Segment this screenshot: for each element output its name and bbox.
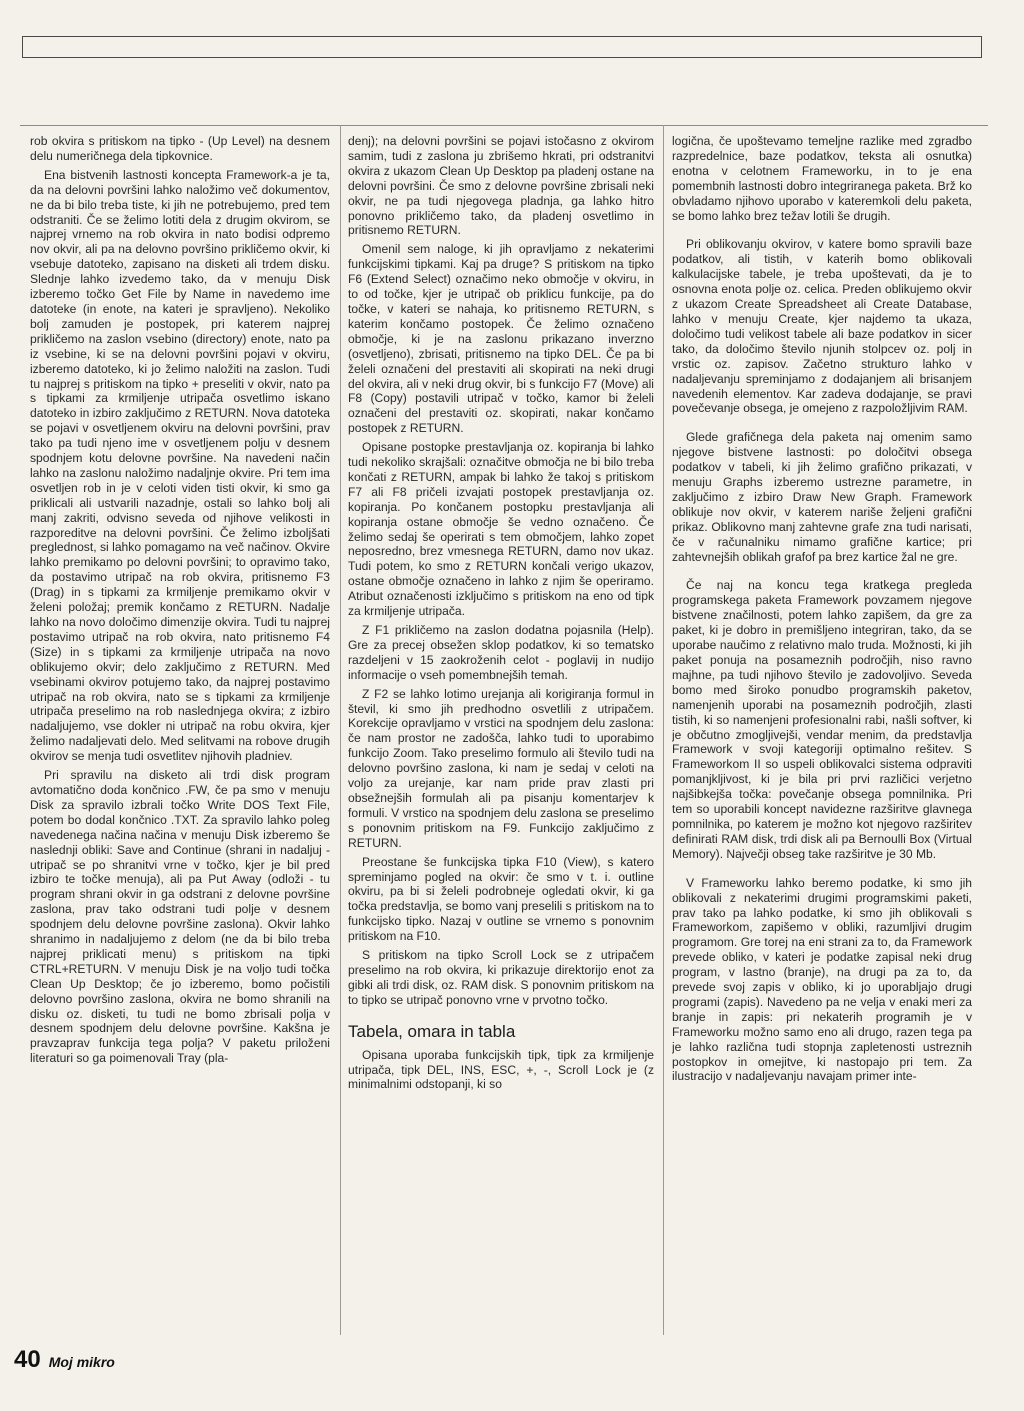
column-middle [348, 134, 654, 1339]
paragraph: Z F1 prikličemo na zaslon dodatna pojasnila (Help). Gre za precej obsežen sklop podatkov, ki so tematsko razdeljeni v 15 zaokroženih celot - poglavij in nudijo informacije o vseh pomembnejših temah. [348, 623, 654, 682]
paragraph: Opisana uporaba funkcijskih tipk, tipk za krmiljenje utripača, tipk DEL, INS, ESC, +, -, Scroll Lock je (z minimalnimi odstopanji, ki so [348, 1047, 654, 1092]
column-divider [340, 125, 341, 1335]
paragraph: Omenil sem naloge, ki jih opravljamo z nekaterimi funkcijskimi tipkami. Kaj pa druge? S pritiskom na tipko F6 (Extend Select) označimo neko območje v okviru, in to od točke, kjer je utripač ob priklicu funkcije, pa do točke, v kateri se nahaja, ko pritisnemo RETURN, s katerim končamo postopek. Če želimo označeno območje, ki je na zaslonu prikazano inverzno (osvetljeno), zbrisati, pritisnemo na tipko DEL. Če pa bi želeli označeni del prestaviti ali skopirati na neki drugi del okvira, ali v neki drug okvir, bi s funkcijo F7 (Move) ali F8 (Copy) postavili utripač v točko, kamor bi želeli označeni del prestaviti oz. skopirati, nakar končamo postopek z RETURN. [348, 242, 654, 436]
paragraph: Opisane postopke prestavljanja oz. kopiranja bi lahko tudi nekoliko skrajšali: označitve območja ne bi bilo treba končati z RETURN, ampak bi lahko že takoj s pritiskom F7 ali F8 pričeli izvajati postopek prestavljanja oz. kopiranja. Po končanem postopku prestavljanja ali kopiranja ostane območje še vedno označeno. Če želimo sedaj še operirati s tem območjem, lahko zopet neposredno, brez vmesnega RETURN, damo nov ukaz. Tudi potem, ko smo z RETURN končali verigo ukazov, ostane območje označeno in lahko z njim še operiramo. Atribut označenosti izključimo s pritiskom na eno od tipk za krmiljenje utripača. [348, 440, 654, 619]
page-number: 40 [14, 1346, 41, 1373]
paragraph: Glede grafičnega dela paketa naj omenim samo njegove bistvene lastnosti: po določitvi obsega podatkov v tabeli, ki jih želimo grafično prikazati, v menuju Graphs izberemo ustrezne parametre, in zaključimo z izbiro Draw New Graph. Framework oblikuje nov okvir, v katerem nariše željeni grafični prikaz. Oblikovno manj zahtevne grafe zna tudi narisati, če v računalniku nimamo grafične kartice; pri zahtevnejših oblikah grafof pa brez kartice žal ne gre. [672, 430, 972, 564]
paragraph: logična, če upoštevamo temeljne razlike med zgradbo razpredelnice, baze podatkov, teksta ali osnutka) enotna v celotnem Frameworku, in to je ena pomembnih lastnosti dobro integriranega paketa. Brž ko obvladamo njihovo uporabo v kateremkoli delu paketa, se bomo lahko brez težav lotili še drugih. [672, 134, 972, 223]
column-divider [663, 125, 664, 1335]
section-heading: Tabela, omara in tabla [348, 1021, 516, 1041]
paragraph: V Frameworku lahko beremo podatke, ki smo jih oblikovali z nekaterimi drugimi programskimi paketi, prav tako pa lahko podatke, ki smo jih oblikovali s Frameworkom, zapišemo v obliki, razumljivi drugim programom. Gre torej na eni strani za to, da Framework prevede obliko, v kateri je podatke zapisal neki drug program, v lastno (branje), na drugi pa za to, da prevede svoj zapis v obliko, ki jo uporabljajo drugi programi (zapis). Navedeno pa ne velja v enaki meri za branje in zapis: pri nekaterih programih je v Frameworku možno samo eno ali drugo, razen tega pa je lahko različna tudi stopnja zapletenosti ustreznih postopkov in omejitve, ki nastopajo pri tem. Za ilustracijo v nadaljevanju navajam primer inte- [672, 875, 972, 1084]
paragraph: Če naj na koncu tega kratkega pregleda programskega paketa Framework povzamem njegove bistvene značilnosti, potem lahko zapišem, da gre za paket, ki je dobro in premišljeno integriran, tako, da se uporabe naučimo z relativno malo truda. Možnosti, ki jih paket ponuja na posameznih področjih, niso ravno majhne, pa tudi njihovo število je zadovoljivo. Seveda bomo med široko ponudbo programskih paketov, namenjenih uporabi na posameznih področjih, zlasti tistih, ki so namenjeni profesionalni rabi, našli softver, ki je občutno zmogljivejši, vendar menim, da predstavlja Framework v svoji kategoriji optimalno rešitev. S Frameworkom II so uspeli oblikovalci sistema odpraviti pomanjkljivost, ki je bila pri prvi različici verjetno najšibkejša točka: povečanje obsega pomnilnika. Pri tem so uporabili koncept navidezne razširitve glavnega pomnilnika, po katerem je možno kot njegovo razširitev definirati RAM disk, trdi disk ali pa Bernoulli Box (Virtual Memory). Največji obseg take razširitve je 30 Mb. [672, 578, 972, 861]
paragraph: Z F2 se lahko lotimo urejanja ali korigiranja formul in števil, ki smo jih predhodno osvetlili z utripačem. Korekcije opravljamo v vrstici na spodnjem delu zaslona: če nam prostor ne zadošča, lahko tudi to uporabimo funkcijo Zoom. Tako preselimo formulo ali število tudi na delovno površino zaslona, ki nam je sedaj v celoti na voljo za urejanje, kar nam pride prav zlasti pri obsežnejših formulah ali pa pisanju komentarjev k formuli. V vrstico na spodnjem delu zaslona se preselimo s ponovnim pritiskom na F9. Funkcijo zaključimo z RETURN. [348, 686, 654, 850]
page-footer [14, 1346, 115, 1374]
paragraph: Pri oblikovanju okvirov, v katere bomo spravili baze podatkov, ali tistih, v katerih bomo oblikovali kalkulacijske tabele, je treba upoštevati, da je to osnovna enota polje oz. celica. Preden oblikujemo okvir z ukazom Create Spreadsheet ali Create Database, lahko v menuju Create, kjer najdemo ta ukaza, določimo tudi velikost tabele ali baze podatkov in sicer tako, da določimo število njunih stolpcev oz. polj in vrstic oz. zapisov. Začetno strukturo lahko v nadaljevanju spreminjamo z dodajanjem ali brisanjem navedenih elementov. Kar zadeva dodajanje, se pravi povečevanje obsega, je omejeno z razpoložljivim RAM. [672, 237, 972, 416]
paragraph: Preostane še funkcijska tipka F10 (View), s katero spreminjamo pogled na okvir: če smo v t. i. outline okviru, pa bi si želeli podrobneje ogledati okvir, ki ga točka predstavlja, se bomo vanj preselili s pritiskom na to funkcijsko tipko. Nazaj v outline se vrnemo s ponovnim pritiskom na F10. [348, 854, 654, 944]
paragraph: denj); na delovni površini se pojavi istočasno z okvirom samim, tudi z zaslona ju zbrišemo hkrati, pri odstranitvi okvira z ukazom Clean Up Desktop pa pladenj ostane na delovni površini. Če smo z delovne površine zbrisali neki okvir, ne pa tudi njegovega pladnja, ga lahko hitro ponovno prikličemo tako, da pladenj osvetlimo in pritisnemo RETURN. [348, 134, 654, 238]
paragraph: Pri spravilu na disketo ali trdi disk program avtomatično doda končnico .FW, če pa smo v menuju Disk za spravilo izbrali točko Write DOS Text File, potem bo dodal končnico .TXT. Za spravilo lahko poleg navedenega načina načina v menuju Disk izberemo še naslednji obliki: Save and Continue (shrani in nadaljuj - utripač se po shranitvi vrne v točko, kjer je bil pred izbiro te točke menuja), ali pa Put Away (odloži - tu program shrani okvir in ga odstrani z delovne površine zaslona, prav tako odstrani tudi polje v desnem spodnjem delu delovne površine zaslona). Okvir lahko shranimo in nadaljujemo z delom (ne da bi bilo treba najprej priklicati menu) s pritiskom na tipki CTRL+RETURN. V menuju Disk je na voljo tudi točka Clean Up Desktop; če jo izberemo, bomo počistili delovno površino zaslona, okvira ne bomo shranili na disku oz. disketi, tu tudi ne bomo zbrisali polja v desnem spodnjem delu delovne površine. Kakšna je pravzaprav funkcija tega polja? V paketu priloženi literaturi so ga poimenovali Tray (pla- [30, 768, 330, 1066]
paragraph: S pritiskom na tipko Scroll Lock se z utripačem preselimo na rob okvira, ki prikazuje direktorijo enot za gibki ali trdi disk, oz. RAM disk. S ponovnim pritiskom na to tipko se utripač ponovno vrne v prvotno točko. [348, 948, 654, 1007]
top-rule [20, 125, 988, 126]
paragraph: rob okvira s pritiskom na tipko - (Up Level) na desnem delu numeričnega dela tipkovnice. [30, 134, 330, 163]
paragraph: Ena bistvenih lastnosti koncepta Framework-a je ta, da na delovni površini lahko naložimo več dokumentov, ne da bi bilo treba tiste, ki jih ne potrebujemo, pred tem odstraniti. Če se želimo lotiti dela z drugim okvirom, se najprej vrnemo na rob okvira in nato bodisi odpremo nov okvir, ali pa na delovno površino prikličemo okvir, ki vsebuje datoteko, zapisano na disketi ali trdem disku. Slednje lahko izvedemo tako, da v menuju Disk izberemo točko Get File by Name in navedemo ime datoteke (in enote, na kateri je spravljeno). Nekoliko bolj zamuden je postopek, pri katerem najprej prikličemo na zaslon vsebino (directory) enote, nato pa iz vsebine, ki se na delovni površini pojavi v okviru, izberemo datoteko, ki jo želimo naložiti na zaslon. Tudi tu najprej s pritiskom na tipko + preseliti v okvir, nato pa s tipkami za krmiljenje utripača osvetlimo iskano datoteko in izbiro zaključimo z RETURN. Nova datoteka se pojavi v osvetljenem okviru na delovni površini, prav tako pa tudi njeno ime v osvetljenem polju v desnem spodnjem kotu delovne površine. Na navedeni način lahko na zaslonu naložimo nadaljnje okvire. Pri tem ima osvetljen rob in je v celoti viden tisti okvir, ki smo ga priklicali ali ustvarili nazadnje, ostali so lahko bolj ali manj zakriti, odvisno seveda od njihove velikosti in razporeditve na delovni površini. Če želimo izboljšati preglednost, si lahko pomagamo na več načinov. Okvire lahko premikamo po delovni površini; to opravimo tako, da postavimo utripač na rob okvira, pritisnemo F3 (Drag) in s tipkami za krmiljenje premikamo okvir v želeni položaj; premik končamo z RETURN. Nadalje lahko na novo določimo dimenzije okvira. Tudi tu najprej postavimo utripač na rob okvira, nato pritisnemo F4 (Size) in s tipkami za krmiljenje utripača na novo oblikujemo okvir; delo zaključimo z RETURN. Med vsebinami okvirov potujemo tako, da najprej postavimo utripač na rob okvira, nato se s tipkami za krmiljenje utripača preselimo na rob naslednjega okvira; z izbiro nadaljujemo, vse dokler ni utripač na robu okvira, kjer želimo nadaljevati delo. Med selitvami na robove drugih okvirov se menja tudi osvetlitev njihovih pladniev. [30, 167, 330, 764]
column-right [672, 134, 972, 1339]
header-frame [22, 36, 982, 58]
magazine-name: Moj mikro [48, 1354, 115, 1370]
column-left [30, 134, 330, 1339]
